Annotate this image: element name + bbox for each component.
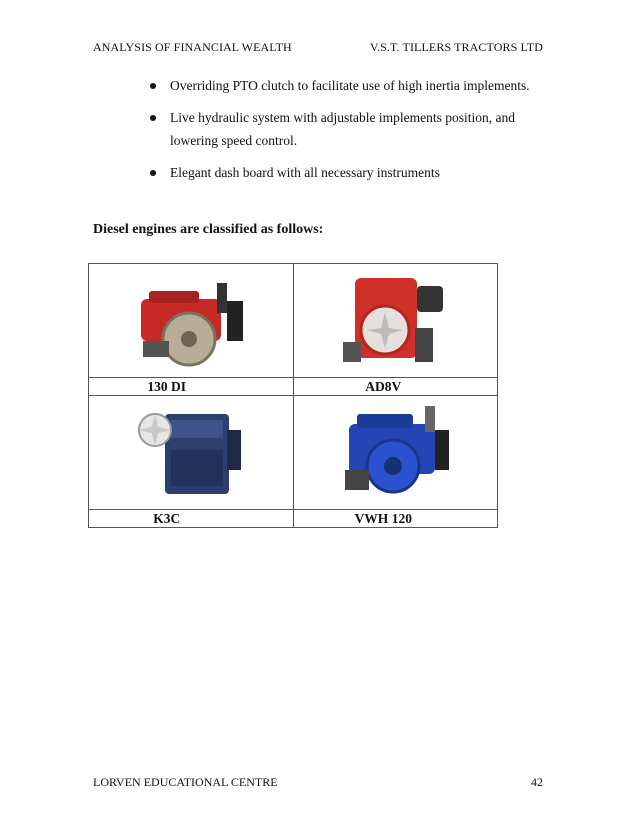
- engine-image-k3c: [131, 400, 251, 506]
- engine-label-cell: [89, 510, 294, 528]
- engine-image-vwh120: [335, 400, 455, 506]
- section-heading: Diesel engines are classified as follows:: [93, 222, 324, 237]
- bullet-text: Elegant dash board with all necessary instruments: [170, 165, 440, 180]
- footer-left: LORVEN EDUCATIONAL CENTRE: [93, 775, 278, 789]
- list-item: [145, 74, 555, 97]
- engine-label: VWH 120: [354, 511, 412, 526]
- bullet-icon: [150, 83, 156, 89]
- engine-label-cell: [293, 378, 498, 396]
- header-left: ANALYSIS OF FINANCIAL WEALTH: [93, 40, 292, 54]
- list-item: [145, 161, 555, 184]
- feature-list: [145, 74, 555, 193]
- engine-label-cell: [89, 378, 294, 396]
- engine-image-cell: [89, 396, 294, 510]
- bullet-icon: [150, 170, 156, 176]
- engine-table: [88, 263, 498, 528]
- engine-image-cell: [89, 264, 294, 378]
- engine-label-cell: [293, 510, 498, 528]
- engine-image-cell: [293, 396, 498, 510]
- engine-image-cell: [293, 264, 498, 378]
- engine-label: K3C: [153, 511, 181, 526]
- engine-image-ad8v: [335, 268, 455, 374]
- engine-image-130di: [131, 271, 251, 371]
- engine-label: AD8V: [365, 379, 402, 394]
- engine-label: 130 DI: [147, 379, 187, 394]
- bullet-text: Live hydraulic system with adjustable implements position, and lowering speed control.: [170, 110, 515, 148]
- bullet-icon: [150, 115, 156, 121]
- page-number: 42: [531, 775, 543, 789]
- list-item: [145, 106, 555, 152]
- header-right: V.S.T. TILLERS TRACTORS LTD: [369, 40, 543, 54]
- bullet-text: Overriding PTO clutch to facilitate use of high inertia implements.: [170, 78, 530, 93]
